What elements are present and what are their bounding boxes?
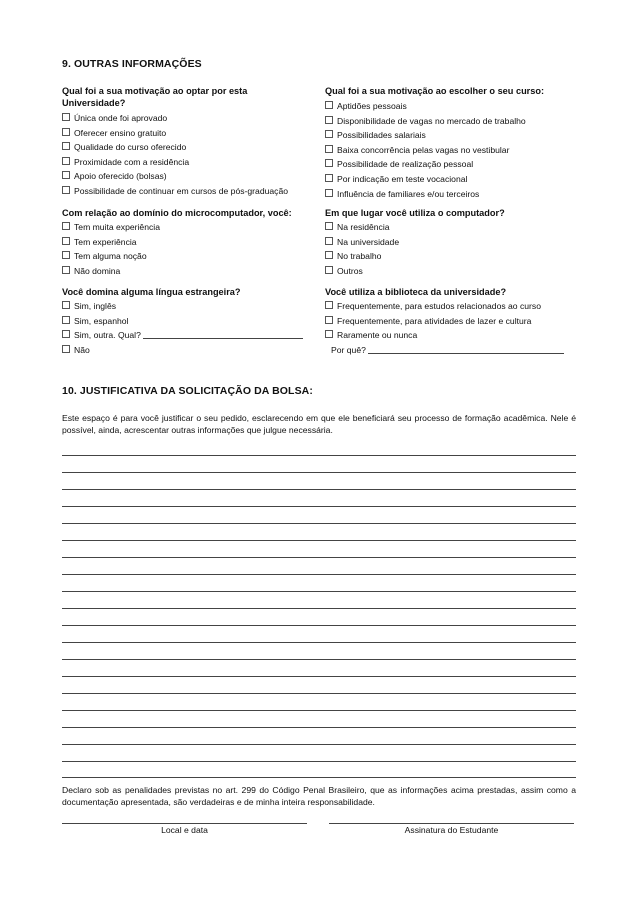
justification-line[interactable] — [62, 710, 576, 711]
justification-line[interactable] — [62, 455, 576, 456]
question-title: Em que lugar você utiliza o computador? — [325, 208, 505, 218]
justification-line[interactable] — [62, 506, 576, 507]
checkbox[interactable] — [62, 251, 70, 259]
justification-line[interactable] — [62, 625, 576, 626]
option-item[interactable]: Raramente ou nunca — [325, 328, 580, 343]
justification-line[interactable] — [62, 523, 576, 524]
justification-line[interactable] — [62, 608, 576, 609]
checkbox[interactable] — [325, 330, 333, 338]
checkbox[interactable] — [62, 113, 70, 121]
option-item[interactable]: Outros — [325, 264, 580, 279]
checkbox[interactable] — [62, 330, 70, 338]
option-item[interactable]: Possibilidade de realização pessoal — [325, 157, 580, 172]
checkbox[interactable] — [325, 116, 333, 124]
question-title-line1: Qual foi a sua motivação ao optar por esta — [62, 86, 248, 96]
justification-line[interactable] — [62, 591, 576, 592]
option-item[interactable]: Oferecer ensino gratuito — [62, 126, 312, 141]
option-item[interactable]: Tem alguma noção — [62, 249, 312, 264]
section-10-title: 10. JUSTIFICATIVA DA SOLICITAÇÃO DA BOLSA: — [62, 385, 313, 397]
option-item[interactable]: Sim, inglês — [62, 299, 317, 314]
question-title: Você utiliza a biblioteca da universidade? — [325, 287, 507, 297]
justification-line[interactable] — [62, 472, 576, 473]
justification-line[interactable] — [62, 676, 576, 677]
checkbox[interactable] — [62, 345, 70, 353]
option-item[interactable]: No trabalho — [325, 249, 580, 264]
section-9-title: 9. OUTRAS INFORMAÇÕES — [62, 58, 202, 70]
option-item[interactable]: Baixa concorrência pelas vagas no vestibular — [325, 143, 580, 158]
checkbox[interactable] — [325, 301, 333, 309]
justification-line[interactable] — [62, 489, 576, 490]
question-motivation-university — [62, 85, 312, 199]
option-item[interactable]: Apoio oferecido (bolsas) — [62, 169, 312, 184]
checkbox[interactable] — [325, 145, 333, 153]
checkbox[interactable] — [62, 266, 70, 274]
option-item[interactable]: Influência de familiares e/ou terceiros — [325, 187, 580, 202]
declaration-text: Declaro sob as penalidades previstas no art. 299 do Código Penal Brasileiro, que as informações acima prestadas, assim como a documentação apresentada, são verdadeiras e de minha inteira responsabilidade. — [62, 785, 576, 807]
question-foreign-language — [62, 286, 317, 357]
option-item[interactable]: Tem muita experiência — [62, 220, 312, 235]
option-item[interactable]: Qualidade do curso oferecido — [62, 140, 312, 155]
checkbox[interactable] — [62, 186, 70, 194]
signature-line[interactable] — [329, 823, 574, 824]
checkbox[interactable] — [62, 301, 70, 309]
question-motivation-course — [325, 85, 580, 201]
option-item[interactable]: Por indicação em teste vocacional — [325, 172, 580, 187]
option-item[interactable]: Sim, espanhol — [62, 314, 317, 329]
option-item[interactable]: Aptidões pessoais — [325, 99, 580, 114]
checkbox[interactable] — [62, 128, 70, 136]
question-computer-location — [325, 207, 580, 278]
justification-line[interactable] — [62, 540, 576, 541]
checkbox[interactable] — [325, 159, 333, 167]
checkbox[interactable] — [62, 171, 70, 179]
option-item[interactable]: Não domina — [62, 264, 312, 279]
question-library-use — [325, 286, 580, 357]
checkbox[interactable] — [62, 142, 70, 150]
checkbox[interactable] — [325, 237, 333, 245]
location-date-label: Local e data — [161, 825, 208, 835]
signature-label: Assinatura do Estudante — [404, 825, 499, 835]
justification-line[interactable] — [62, 574, 576, 575]
checkbox[interactable] — [325, 251, 333, 259]
checkbox[interactable] — [325, 174, 333, 182]
checkbox[interactable] — [325, 101, 333, 109]
question-computer-skill — [62, 207, 312, 278]
option-item[interactable]: Possibilidade de continuar em cursos de pós-graduação — [62, 184, 312, 199]
option-item[interactable]: Proximidade com a residência — [62, 155, 312, 170]
why-label: Por quê? — [331, 344, 366, 355]
question-title: Com relação ao domínio do microcomputador, você: — [62, 208, 292, 218]
option-item[interactable]: Frequentemente, para estudos relacionados ao curso — [325, 299, 580, 314]
justification-line[interactable] — [62, 693, 576, 694]
checkbox[interactable] — [62, 316, 70, 324]
question-title-line2: Universidade? — [62, 98, 126, 108]
option-item[interactable]: Possibilidades salariais — [325, 128, 580, 143]
why-field[interactable] — [368, 344, 564, 354]
option-item[interactable]: Na universidade — [325, 235, 580, 250]
checkbox[interactable] — [62, 237, 70, 245]
option-item[interactable]: Na residência — [325, 220, 580, 235]
option-item[interactable]: Tem experiência — [62, 235, 312, 250]
other-language-field[interactable] — [143, 329, 303, 339]
instructions-text: Este espaço é para você justificar o seu pedido, esclarecendo em que ele beneficiará seu processo de formação acadêmica. Nele é possível, ainda, acrescentar outras informações que julgue necessária. — [62, 413, 576, 435]
checkbox[interactable] — [325, 266, 333, 274]
checkbox[interactable] — [62, 222, 70, 230]
why-row — [325, 343, 580, 358]
justification-line[interactable] — [62, 557, 576, 558]
option-item[interactable]: Disponibilidade de vagas no mercado de trabalho — [325, 114, 580, 129]
option-item[interactable]: Frequentemente, para atividades de lazer e cultura — [325, 314, 580, 329]
question-title: Qual foi a sua motivação ao escolher o seu curso: — [325, 86, 545, 96]
checkbox[interactable] — [325, 316, 333, 324]
option-item[interactable]: Única onde foi aprovado — [62, 111, 312, 126]
location-date-line[interactable] — [62, 823, 307, 824]
question-title: Você domina alguma língua estrangeira? — [62, 287, 241, 297]
justification-line[interactable] — [62, 761, 576, 762]
checkbox[interactable] — [62, 157, 70, 165]
checkbox[interactable] — [325, 189, 333, 197]
justification-line[interactable] — [62, 727, 576, 728]
justification-line[interactable] — [62, 744, 576, 745]
option-item[interactable]: Não — [62, 343, 317, 358]
justification-line[interactable] — [62, 777, 576, 778]
option-item[interactable]: Sim, outra. Qual? — [62, 328, 317, 343]
checkbox[interactable] — [325, 222, 333, 230]
justification-line[interactable] — [62, 659, 576, 660]
checkbox[interactable] — [325, 130, 333, 138]
justification-line[interactable] — [62, 642, 576, 643]
